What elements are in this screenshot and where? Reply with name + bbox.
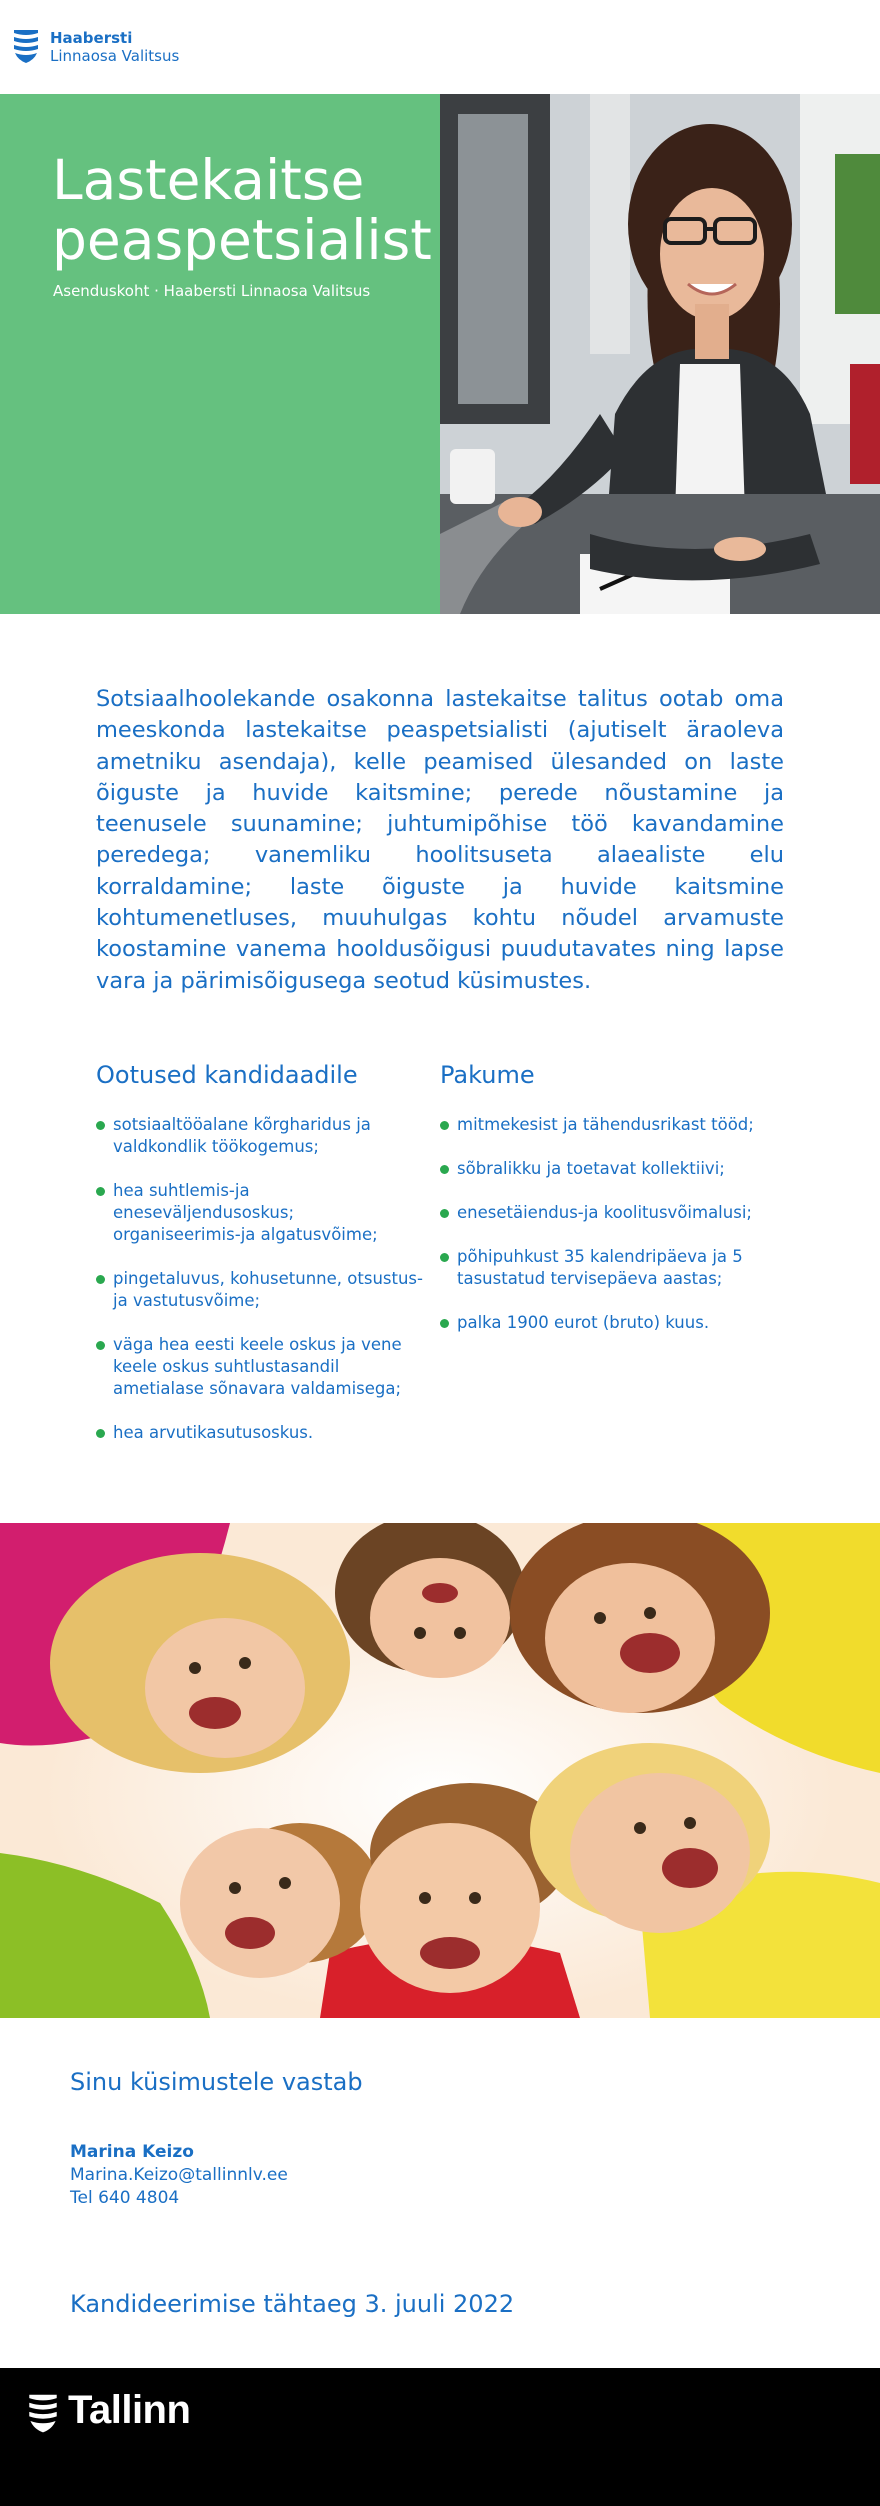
- handshake-illustration: [440, 94, 880, 614]
- list-item: [96, 1180, 426, 1246]
- bullet-dot-icon: [96, 1429, 105, 1438]
- application-deadline: Kandideerimise tähtaeg 3. juuli 2022: [70, 2290, 515, 2318]
- bullet-dot-icon: [96, 1187, 105, 1196]
- list-item: [440, 1312, 780, 1334]
- contact-email-link[interactable]: Marina.Keizo@tallinnlv.ee: [70, 2165, 288, 2185]
- page-title: Lastekaitse peaspetsialist: [52, 148, 432, 272]
- contact-name: Marina Keizo: [70, 2142, 194, 2162]
- list-item-text: sotsiaaltööalane kõrgharidus ja valdkondlik töökogemus;: [113, 1115, 371, 1156]
- list-item: [96, 1268, 426, 1312]
- list-item: [440, 1202, 780, 1224]
- hero-title-panel: [0, 94, 440, 614]
- offer-heading: Pakume: [440, 1061, 535, 1089]
- list-item: [440, 1114, 780, 1136]
- list-item-text: põhipuhkust 35 kalendripäeva ja 5 tasustatud tervisepäeva aastas;: [457, 1247, 743, 1288]
- bullet-dot-icon: [440, 1121, 449, 1130]
- logo-line-2: Linnaosa Valitsus: [50, 47, 180, 65]
- list-item-text: sõbralikku ja toetavat kollektiivi;: [457, 1159, 725, 1178]
- hero-subtitle: Asenduskoht · Haabersti Linnaosa Valitsus: [53, 282, 371, 300]
- bullet-dot-icon: [440, 1209, 449, 1218]
- offer-list: [440, 1114, 780, 1334]
- hero-photo-handshake: [440, 94, 880, 614]
- list-item-text: hea suhtlemis-ja eneseväljendusoskus; organiseerimis-ja algatusvõime;: [113, 1181, 378, 1244]
- children-photo: [0, 1523, 880, 2018]
- bullet-dot-icon: [96, 1121, 105, 1130]
- list-item-text: mitmekesist ja tähendusrikast tööd;: [457, 1115, 754, 1134]
- list-item-text: väga hea eesti keele oskus ja vene keele oskus suhtlustasandil ametialase sõnavara valdamisega;: [113, 1335, 402, 1398]
- expectations-section: [96, 1060, 426, 1466]
- contact-phone: Tel 640 4804: [70, 2188, 180, 2208]
- list-item: [440, 1246, 780, 1290]
- list-item-text: enesetäiendus-ja koolitusvõimalusi;: [457, 1203, 752, 1222]
- tallinn-crest-icon: [12, 28, 40, 64]
- page-header: [0, 0, 880, 94]
- bullet-dot-icon: [96, 1341, 105, 1350]
- list-item: [440, 1158, 780, 1180]
- offer-section: [440, 1060, 780, 1356]
- footer-logo-text: Tallinn: [68, 2388, 191, 2432]
- page-footer: [0, 2368, 880, 2506]
- list-item-text: pingetaluvus, kohusetunne, otsustus-ja vastutusvõime;: [113, 1269, 423, 1310]
- bullet-dot-icon: [440, 1165, 449, 1174]
- children-illustration: [0, 1523, 880, 2018]
- list-item-text: palka 1900 eurot (bruto) kuus.: [457, 1313, 710, 1332]
- list-item-text: hea arvutikasutusoskus.: [113, 1423, 314, 1442]
- bullet-dot-icon: [96, 1275, 105, 1284]
- logo-line-1: Haabersti: [50, 29, 133, 47]
- expectations-heading: Ootused kandidaadile: [96, 1061, 358, 1089]
- bullet-dot-icon: [440, 1319, 449, 1328]
- tallinn-crest-icon: [27, 2392, 59, 2434]
- intro-paragraph: Sotsiaalhoolekande osakonna lastekaitse talitus ootab oma meeskonda lastekaitse peaspetsialisti (ajutiselt äraoleva ametniku asendaja), kelle peamised ülesanded on laste õiguste ja huvide kaitsmine; perede nõustamine ja teenusele suunamine; juhtumipõhise töö kavandamine peredega; vanemliku hoolitsuseta alaealiste elu korraldamine; laste õiguste ja huvide kaitsmine kohtumenetluses, muuhulgas kohtu nõudel arvamuste koostamine vanema hooldusõigusi puudutavates ning lapse vara ja pärimisõigusega seotud küsimustes.: [96, 686, 784, 994]
- list-item: [96, 1422, 426, 1444]
- logo-text: [50, 29, 179, 65]
- hero-banner: [0, 94, 880, 614]
- bullet-dot-icon: [440, 1253, 449, 1262]
- expectations-list: [96, 1114, 426, 1444]
- list-item: [96, 1114, 426, 1158]
- contact-heading: Sinu küsimustele vastab: [70, 2068, 363, 2096]
- list-item: [96, 1334, 426, 1400]
